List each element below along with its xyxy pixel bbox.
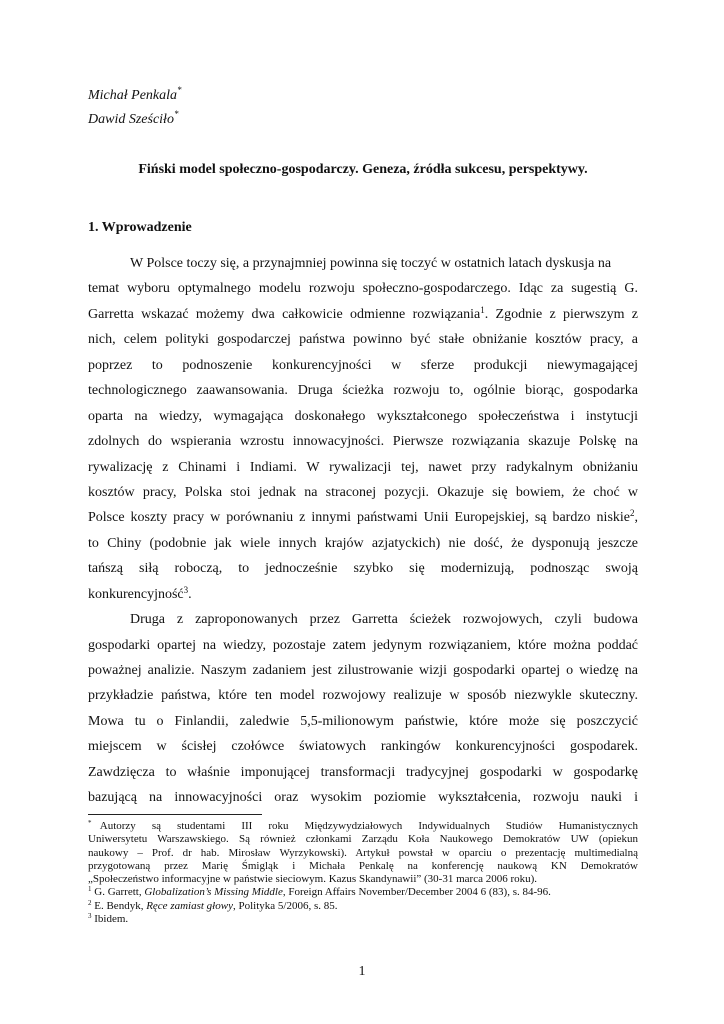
text-line: przykładzie państwa, które ten model rozwojowy realizuje w sposób niezwykle skuteczny. (88, 688, 638, 704)
footnote-3: $^3$ Ibidem. (88, 912, 129, 926)
text-line: Polsce koszty pracy w porównaniu z innymi państwami Unii Europejskiej, są bardzo niskie$^2$, (88, 508, 638, 526)
footnote-separator (88, 814, 262, 815)
text-line: W Polsce toczy się, a przynajmniej powinna się toczyć w ostatnich latach dyskusja na (130, 256, 612, 271)
author-name: Dawid Sześciło (88, 112, 174, 127)
text-line: poprzez to podnoszenie konkurencyjności w sferze produkcji niewymagającej (88, 357, 638, 373)
text-line: to Chiny (podobnie jak wiele innych krajów azjatyckich) nie dość, że dysponują jeszcze (88, 535, 638, 551)
body-text (88, 251, 638, 811)
text-line: zdolnych do wspierania wzrostu innowacyjności. Pierwsze rozwiązania skazuje Polskę na (88, 434, 638, 450)
text-line: temat wyboru optymalnego modelu rozwoju społeczno-gospodarczego. Idąc za sugestią G. (88, 281, 638, 297)
text-line: nich, celem polityki gospodarczej państwa powinno być stałe obniżanie kosztów pracy, a (88, 332, 638, 348)
author-2 (88, 108, 182, 132)
author-name: Michał Penkala (88, 88, 178, 103)
footnote-ref: 3 (183, 584, 189, 595)
footnote-line: Uniwersytetu Warszawskiego. Są również członkami Zarządu Koła Naukowego Demokratów UW (opiekun (88, 833, 638, 846)
footnote-ref: 2 (630, 508, 635, 519)
text-line: Druga z zaproponowanych przez Garretta ścieżek rozwojowych, czyli budowa (130, 612, 638, 628)
section-heading: 1. Wprowadzenie (88, 220, 192, 235)
footnote-1: $^1$ G. Garrett, Globalization’s Missing Middle, Foreign Affairs November/December 2004 6 (83), s. 84-96. (88, 885, 551, 899)
footnotes (88, 820, 638, 926)
text-line: poważnej analizie. Naszym zadaniem jest zilustrowanie wizji gospodarki opartej o wiedzę na (88, 663, 638, 678)
footnote-2: $^2$ E. Bendyk, Ręce zamiast głowy, Polityka 5/2006, s. 85. (88, 898, 338, 912)
text-line: miejscem w ścisłej czołówce światowych rankingów konkurencyjności gospodarek. (88, 739, 638, 755)
text-line: gospodarki opartej na wiedzy, pozostaje zatem jedynym rozwiązaniem, które można poddać (88, 637, 638, 653)
footnote-line: naukowy – Prof. dr hab. Mirosław Wyrzykowski). Artykuł powstał w oparciu o prezentację multimedialną (88, 846, 638, 859)
text-line: Garretta wskazać możemy dwa całkowicie odmienne rozwiązania$^1$. Zgodnie z pierwszym z (88, 304, 639, 322)
footnote-line: * Autorzy są studentami III roku Międzywydziałowych Indywidualnych Studiów Humanistycznych (88, 819, 638, 832)
text-line: Zawdzięcza to właśnie imponującej transformacji tradycyjnej gospodarki w gospodarkę (88, 764, 638, 780)
author-1 (88, 84, 182, 108)
text-line: rywalizację z Chinami i Indiami. W rywalizacji tej, nawet przy radykalnym obniżaniu (88, 459, 638, 475)
footnote-line: przygotowaną przez Marię Śmigląk i Michała Penkalę na konferencję naukową KN Demokratów (88, 859, 638, 872)
text-line: tańszą siłą roboczą, to jednocześnie szybko się modernizują, podnosząc swoją (88, 561, 638, 577)
footnote-mark: 3 (88, 912, 92, 921)
text-line: kosztów pracy, Polska stoi jednak na straconej pozycji. Okazuje się bowiem, że choć w (88, 484, 638, 500)
text-line: Mowa tu o Finlandii, zaledwie 5,5-milionowym państwie, które może się poszczycić (88, 713, 638, 729)
author-list (88, 84, 182, 132)
text-line: technologicznego zaawansowania. Druga ścieżka rozwoju to, ogólnie biorąc, gospodarka (88, 383, 638, 399)
footnote-ref: 1 (480, 304, 485, 315)
paper-title: Fiński model społeczno-gospodarczy. Geneza, źródła sukcesu, perspektywy. (138, 162, 588, 177)
footnote-mark: 2 (88, 898, 92, 907)
footnote-line: „Społeczeństwo informacyjne w państwie sieciowym. Kazus Skandynawii” (30-31 marca 2006 roku). (88, 873, 538, 886)
page-number: 1 (358, 964, 366, 979)
footnote-mark: * (177, 85, 182, 95)
footnote-mark: * (88, 819, 92, 827)
text-line: konkurencyjność$^3$. (88, 584, 192, 602)
text-line: oparta na wiedzy, wymagająca doskonałego wykształconego społeczeństwa i instytucji (88, 408, 638, 424)
footnote-mark: 1 (88, 885, 92, 894)
footnote-mark: * (173, 109, 179, 119)
text-line: bazującą na innowacyjności oraz wysokim poziomie wykształcenia, rozwoju nauki i (88, 790, 638, 806)
